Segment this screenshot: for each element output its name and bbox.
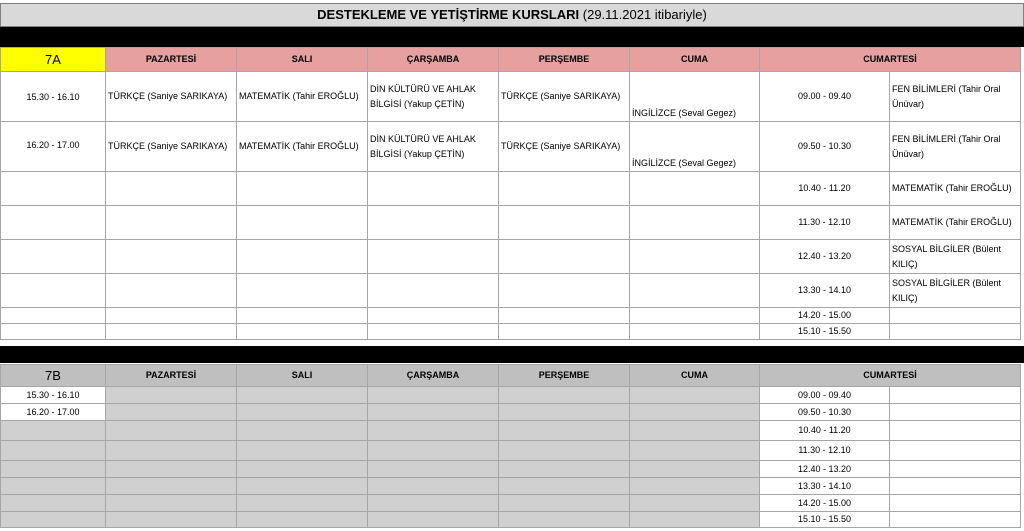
course-cell: MATEMATİK (Tahir EROĞLU) [237,122,368,172]
table-row [1,274,1021,308]
separator-bar-top [0,27,1024,47]
course-cell: TÜRKÇE (Saniye SARIKAYA) [499,122,630,172]
day-header-mon: PAZARTESİ [106,48,237,72]
class-label-7b: 7B [1,365,106,387]
header-row-7b [1,365,1021,387]
day-header-wed: ÇARŞAMBA [368,365,499,387]
sat-time-cell: 14.20 - 15.00 [760,308,890,324]
table-row [1,324,1021,340]
sat-course-cell: FEN BİLİMLERİ (Tahir Oral Ünüvar) [890,72,1021,122]
sat-time-cell: 14.20 - 15.00 [760,495,890,512]
day-header-thu: PERŞEMBE [499,365,630,387]
sat-time-cell: 11.30 - 12.10 [760,206,890,240]
table-row [1,478,1021,495]
sat-time-cell: 12.40 - 13.20 [760,461,890,478]
sat-course-cell [890,308,1021,324]
table-row [1,421,1021,441]
sat-time-cell: 15.10 - 15.50 [760,324,890,340]
table-row [1,495,1021,512]
sat-time-cell: 12.40 - 13.20 [760,240,890,274]
sat-time-cell: 10.40 - 11.20 [760,172,890,206]
day-header-tue: SALI [237,365,368,387]
sat-course-cell: SOSYAL BİLGİLER (Bülent KILIÇ) [890,274,1021,308]
table-row [1,172,1021,206]
table-row [1,308,1021,324]
day-header-sat: CUMARTESİ [760,48,1021,72]
sat-time-cell: 13.30 - 14.10 [760,274,890,308]
table-row [1,122,1021,172]
sat-time-cell: 15.10 - 15.50 [760,512,890,528]
course-cell: DİN KÜLTÜRÜ VE AHLAK BİLGİSİ (Yakup ÇETİN) [368,72,499,122]
sat-course-cell: MATEMATİK (Tahir EROĞLU) [890,172,1021,206]
sheet-title [0,3,1024,27]
sat-course-cell: FEN BİLİMLERİ (Tahir Oral Ünüvar) [890,122,1021,172]
class-label-7a: 7A [1,48,106,72]
sat-time-cell: 13.30 - 14.10 [760,478,890,495]
course-cell: MATEMATİK (Tahir EROĞLU) [237,72,368,122]
course-cell: İNGİLİZCE (Seval Gegez) [630,122,760,172]
course-cell: TÜRKÇE (Saniye SARIKAYA) [106,122,237,172]
course-cell: TÜRKÇE (Saniye SARIKAYA) [499,72,630,122]
sat-course-cell: MATEMATİK (Tahir EROĞLU) [890,206,1021,240]
day-header-thu: PERŞEMBE [499,48,630,72]
separator-bar-middle [0,346,1024,363]
table-row [1,441,1021,461]
table-row [1,72,1021,122]
schedule-table-7a [0,47,1021,340]
sat-course-cell [890,324,1021,340]
schedule-table-7b [0,364,1021,528]
table-row [1,206,1021,240]
table-row [1,387,1021,404]
sat-time-cell: 11.30 - 12.10 [760,441,890,461]
day-header-fri: CUMA [630,48,760,72]
day-header-wed: ÇARŞAMBA [368,48,499,72]
title-main: DESTEKLEME VE YETİŞTİRME KURSLARI [317,7,580,22]
sat-course-cell: SOSYAL BİLGİLER (Bülent KILIÇ) [890,240,1021,274]
sat-time-cell: 10.40 - 11.20 [760,421,890,441]
sat-time-cell: 09.00 - 09.40 [760,72,890,122]
table-row [1,461,1021,478]
day-header-tue: SALI [237,48,368,72]
table-row [1,240,1021,274]
sat-time-cell: 09.50 - 10.30 [760,122,890,172]
day-header-sat: CUMARTESİ [760,365,1021,387]
day-header-mon: PAZARTESİ [106,365,237,387]
day-header-fri: CUMA [630,365,760,387]
title-date: (29.11.2021 itibariyle) [582,7,707,22]
course-cell: İNGİLİZCE (Seval Gegez) [630,72,760,122]
time-cell: 15.30 - 16.10 [1,387,106,404]
course-cell: TÜRKÇE (Saniye SARIKAYA) [106,72,237,122]
header-row-7a [1,48,1021,72]
table-row [1,512,1021,528]
time-cell: 15.30 - 16.10 [1,72,106,122]
sat-time-cell: 09.50 - 10.30 [760,404,890,421]
time-cell: 16.20 - 17.00 [1,404,106,421]
time-cell: 16.20 - 17.00 [1,122,106,172]
sat-time-cell: 09.00 - 09.40 [760,387,890,404]
course-cell: DİN KÜLTÜRÜ VE AHLAK BİLGİSİ (Yakup ÇETİN) [368,122,499,172]
table-row [1,404,1021,421]
